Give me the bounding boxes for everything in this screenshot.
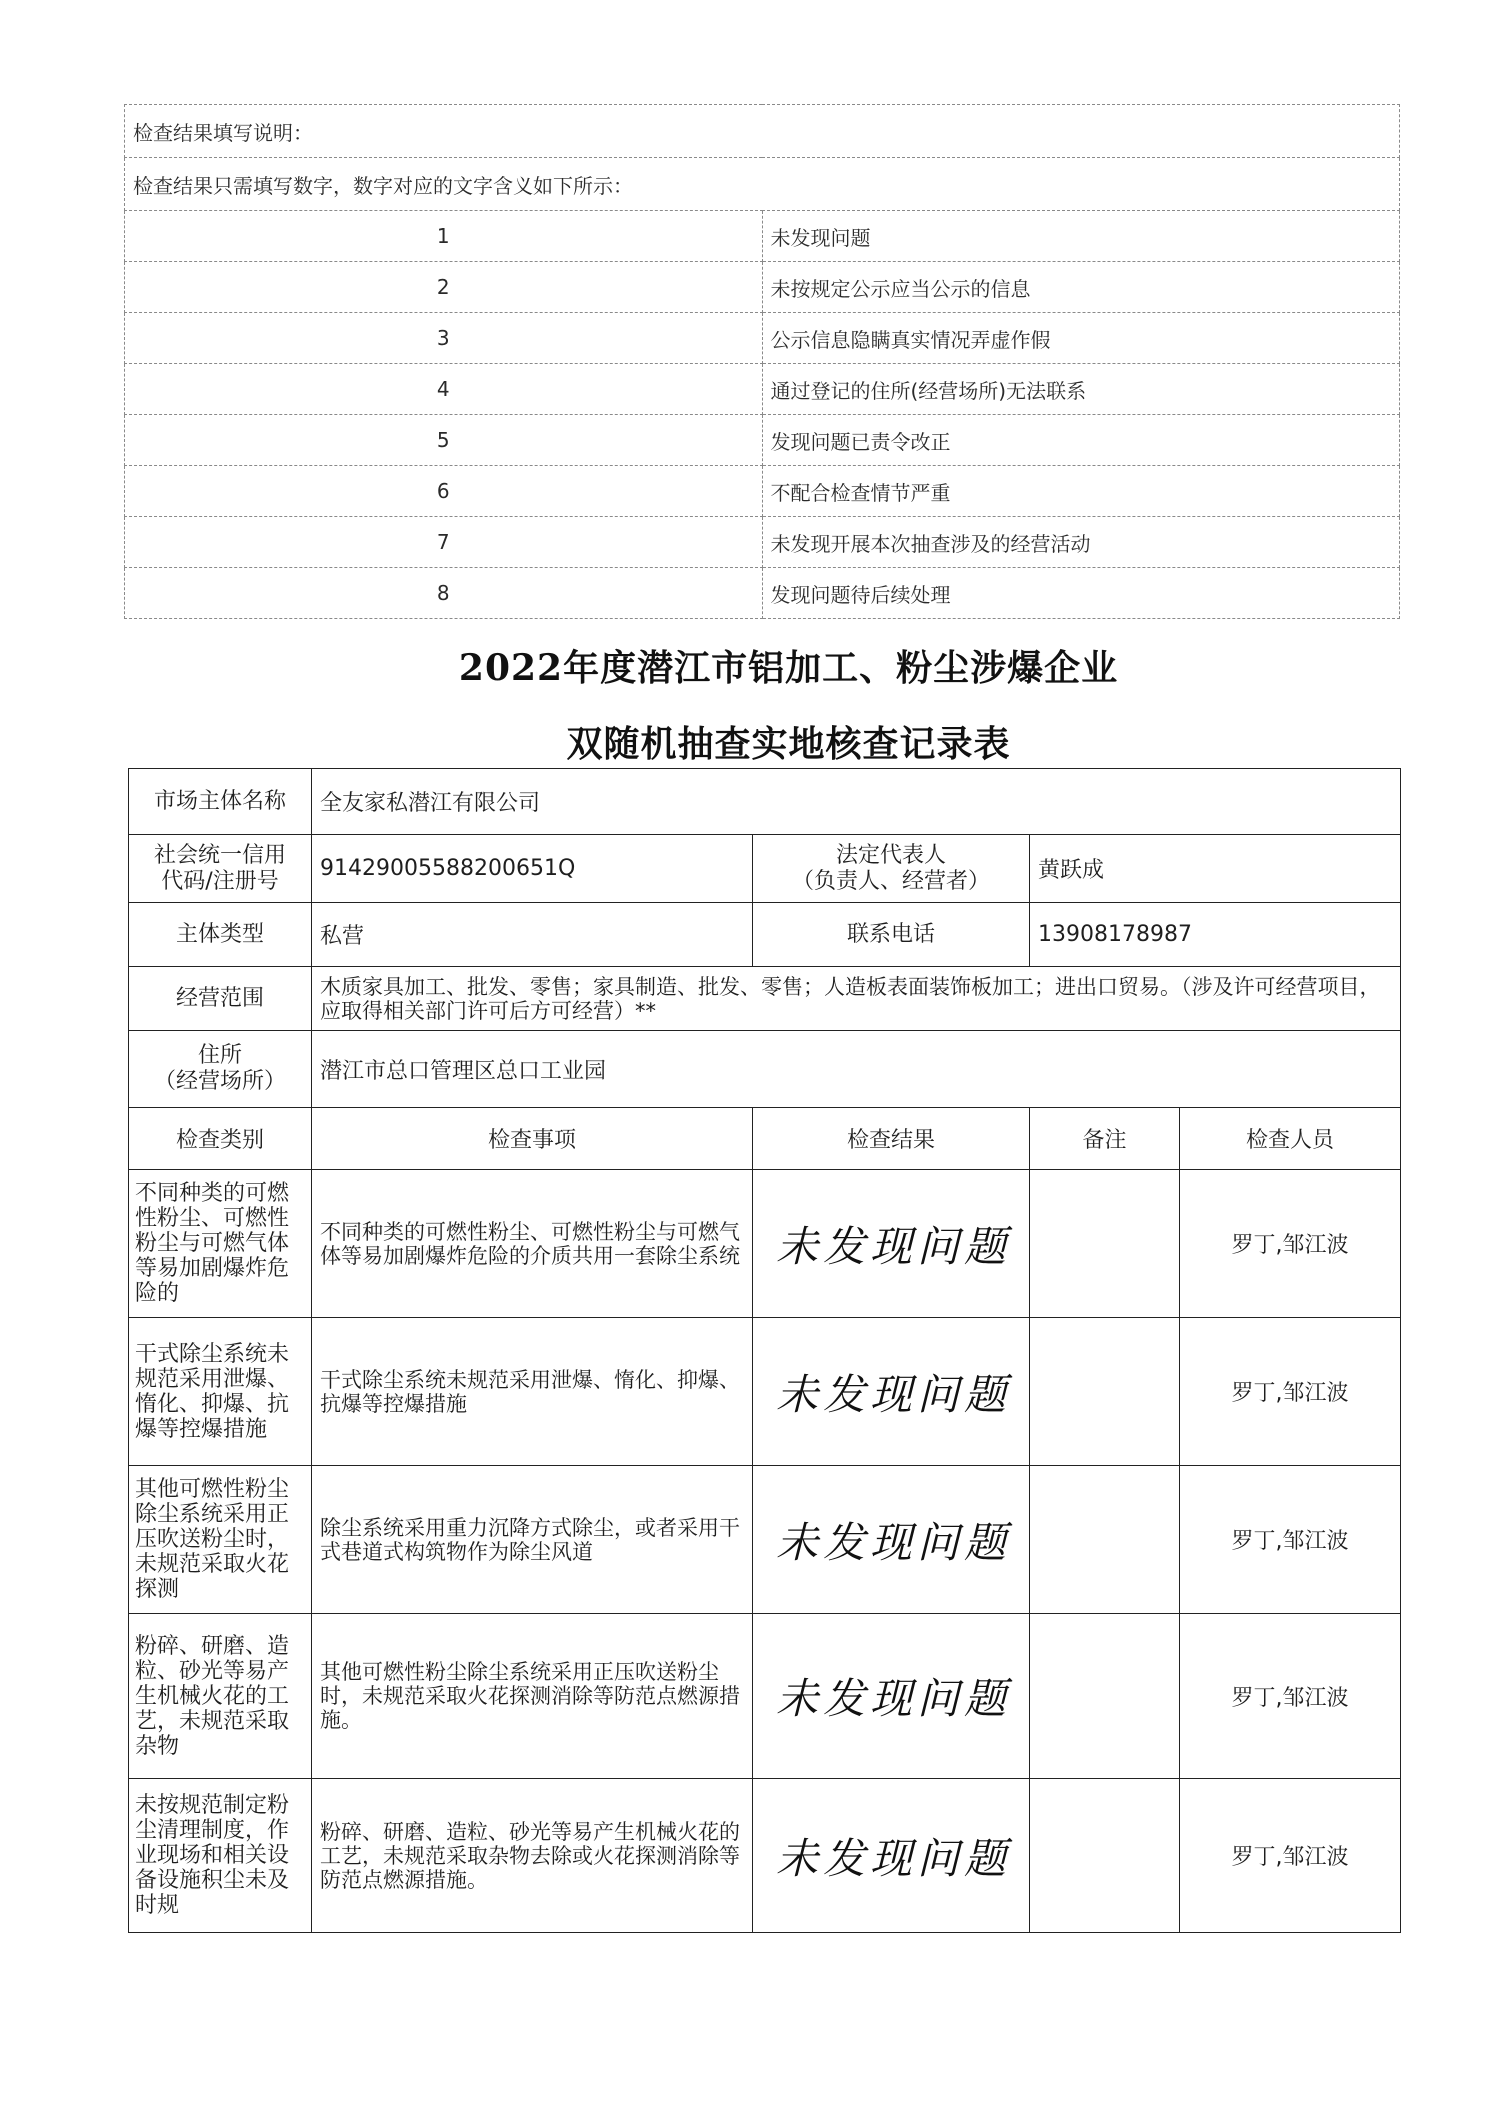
credit-code-label-line2: 代码/注册号 <box>161 868 279 894</box>
row-note <box>1030 1614 1180 1779</box>
page-subtitle: 双随机抽查实地核查记录表 <box>566 723 1011 765</box>
credit-code-label-line1: 社会统一信用 <box>153 842 286 868</box>
row-entity-name <box>129 769 1401 835</box>
address-label-line1: 住所 <box>197 1043 242 1068</box>
legend-table <box>124 104 1400 619</box>
row-inspector: 罗丁,邹江波 <box>1180 1779 1401 1933</box>
row-entity-type <box>129 903 1401 967</box>
header-item: 检查事项 <box>312 1108 753 1170</box>
credit-code-value: 91429005588200651Q <box>312 835 753 903</box>
legend-text: 发现问题待后续处理 <box>762 568 1400 619</box>
row-inspector: 罗丁,邹江波 <box>1180 1614 1401 1779</box>
row-inspector: 罗丁,邹江波 <box>1180 1318 1401 1466</box>
address-value: 潜江市总口管理区总口工业园 <box>312 1031 1401 1108</box>
legend-num: 4 <box>125 364 763 415</box>
row-category: 未按规范制定粉尘清理制度，作业现场和相关设备设施积尘未及时规 <box>129 1779 312 1933</box>
legend-text: 通过登记的住所(经营场所)无法联系 <box>762 364 1400 415</box>
handwritten-result-text: 未发现问题 <box>776 1221 1006 1271</box>
legend-num: 3 <box>125 313 763 364</box>
row-inspection-header <box>129 1108 1401 1170</box>
handwritten-result <box>766 1199 1016 1289</box>
legend-title: 检查结果填写说明： <box>125 105 1400 158</box>
row-result <box>753 1170 1030 1318</box>
row-item: 干式除尘系统未规范采用泄爆、惰化、抑爆、抗爆等控爆措施 <box>312 1318 753 1466</box>
header-result: 检查结果 <box>753 1108 1030 1170</box>
row-category: 其他可燃性粉尘除尘系统采用正压吹送粉尘时，未规范采取火花探测 <box>129 1466 312 1614</box>
header-category: 检查类别 <box>129 1108 312 1170</box>
legal-rep-value: 黄跃成 <box>1030 835 1401 903</box>
entity-type-label: 主体类型 <box>129 903 312 967</box>
row-note <box>1030 1466 1180 1614</box>
row-result <box>753 1779 1030 1933</box>
legend-row <box>125 568 1400 619</box>
entity-name-value: 全友家私潜江有限公司 <box>312 769 1401 835</box>
row-category: 干式除尘系统未规范采用泄爆、惰化、抑爆、抗爆等控爆措施 <box>129 1318 312 1466</box>
handwritten-result <box>766 1811 1016 1901</box>
row-credit-code <box>129 835 1401 903</box>
row-result <box>753 1318 1030 1466</box>
legend-row <box>125 364 1400 415</box>
legend-row <box>125 466 1400 517</box>
phone-label: 联系电话 <box>753 903 1030 967</box>
legend-num: 6 <box>125 466 763 517</box>
legal-rep-label <box>753 835 1030 903</box>
legend-num: 5 <box>125 415 763 466</box>
inspection-row <box>129 1614 1401 1779</box>
row-result <box>753 1466 1030 1614</box>
row-result <box>753 1614 1030 1779</box>
legend-row <box>125 415 1400 466</box>
legal-rep-label-line2: （负责人、经营者） <box>791 868 990 894</box>
inspection-row <box>129 1318 1401 1466</box>
row-category: 不同种类的可燃性粉尘、可燃性粉尘与可燃气体等易加剧爆炸危险的 <box>129 1170 312 1318</box>
handwritten-result <box>766 1495 1016 1585</box>
row-address <box>129 1031 1401 1108</box>
handwritten-result-text: 未发现问题 <box>776 1674 1006 1723</box>
legend-text: 未发现开展本次抽查涉及的经营活动 <box>762 517 1400 568</box>
row-item: 除尘系统采用重力沉降方式除尘，或者采用干式巷道式构筑物作为除尘风道 <box>312 1466 753 1614</box>
inspection-row <box>129 1779 1401 1933</box>
handwritten-result-text: 未发现问题 <box>776 1517 1006 1567</box>
legend-row <box>125 517 1400 568</box>
row-inspector: 罗丁,邹江波 <box>1180 1466 1401 1614</box>
record-table <box>128 768 1401 1933</box>
legend-row <box>125 211 1400 262</box>
credit-code-label <box>129 835 312 903</box>
page-title: 2022年度潜江市铝加工、粉尘涉爆企业 <box>458 647 1119 689</box>
header-inspector: 检查人员 <box>1180 1108 1401 1170</box>
legend-text: 不配合检查情节严重 <box>762 466 1400 517</box>
row-note <box>1030 1779 1180 1933</box>
row-business-scope <box>129 967 1401 1031</box>
row-note <box>1030 1318 1180 1466</box>
entity-type-value: 私营 <box>312 903 753 967</box>
handwritten-result-text: 未发现问题 <box>776 1369 1006 1419</box>
entity-name-label: 市场主体名称 <box>129 769 312 835</box>
legend-text: 发现问题已责令改正 <box>762 415 1400 466</box>
business-scope-value: 木质家具加工、批发、零售；家具制造、批发、零售；人造板表面装饰板加工；进出口贸易。（涉及许可经营项目，应取得相关部门许可后方可经营）** <box>312 967 1401 1031</box>
handwritten-result-text: 未发现问题 <box>776 1833 1006 1883</box>
address-label <box>129 1031 312 1108</box>
legend-text: 未按规定公示应当公示的信息 <box>762 262 1400 313</box>
legend-text: 公示信息隐瞒真实情况弄虚作假 <box>762 313 1400 364</box>
inspection-row <box>129 1466 1401 1614</box>
handwritten-result <box>766 1651 1016 1741</box>
legend-num: 7 <box>125 517 763 568</box>
row-item: 其他可燃性粉尘除尘系统采用正压吹送粉尘时，未规范采取火花探测消除等防范点燃源措施。 <box>312 1614 753 1779</box>
legend-num: 2 <box>125 262 763 313</box>
legal-rep-label-line1: 法定代表人 <box>835 842 946 868</box>
handwritten-result <box>766 1347 1016 1437</box>
business-scope-label: 经营范围 <box>129 967 312 1031</box>
row-item: 不同种类的可燃性粉尘、可燃性粉尘与可燃气体等易加剧爆炸危险的介质共用一套除尘系统 <box>312 1170 753 1318</box>
header-note: 备注 <box>1030 1108 1180 1170</box>
legend-num: 1 <box>125 211 763 262</box>
legend-text: 未发现问题 <box>762 211 1400 262</box>
address-label-line2: （经营场所） <box>153 1069 286 1094</box>
phone-value: 13908178987 <box>1030 903 1401 967</box>
inspection-row <box>129 1170 1401 1318</box>
legend-row <box>125 313 1400 364</box>
row-note <box>1030 1170 1180 1318</box>
row-category: 粉碎、研磨、造粒、砂光等易产生机械火花的工艺，未规范采取杂物 <box>129 1614 312 1779</box>
legend-instruction: 检查结果只需填写数字，数字对应的文字含义如下所示： <box>125 158 1400 211</box>
row-item: 粉碎、研磨、造粒、砂光等易产生机械火花的工艺，未规范采取杂物去除或火花探测消除等防范点燃源措施。 <box>312 1779 753 1933</box>
legend-num: 8 <box>125 568 763 619</box>
legend-row <box>125 262 1400 313</box>
row-inspector: 罗丁,邹江波 <box>1180 1170 1401 1318</box>
